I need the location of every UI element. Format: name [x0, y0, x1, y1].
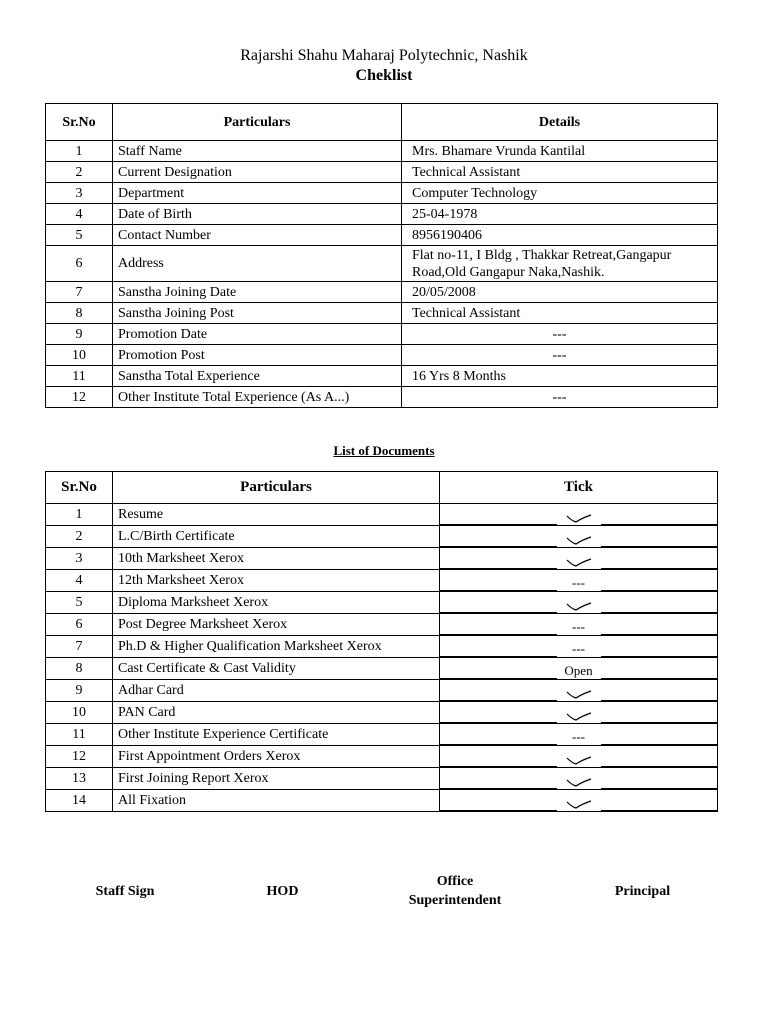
details-row: [46, 162, 718, 183]
detail-cell: Computer Technology: [402, 183, 718, 204]
documents-header-row: [46, 472, 718, 504]
particular-cell: Promotion Post: [113, 345, 402, 366]
sr-no-cell: 10: [46, 702, 113, 724]
particular-cell: Current Designation: [113, 162, 402, 183]
document-row: [46, 636, 718, 658]
document-name-cell: 12th Marksheet Xerox: [113, 570, 440, 592]
tick-cell: [440, 548, 718, 570]
principal-label: Principal: [614, 884, 671, 899]
checkmark-icon: [557, 794, 601, 811]
sr-no-cell: 7: [46, 636, 113, 658]
tick-status-text: Open: [564, 663, 593, 678]
particular-cell: Contact Number: [113, 225, 402, 246]
particular-cell: Staff Name: [113, 141, 402, 162]
detail-cell: 20/05/2008: [402, 282, 718, 303]
sr-no-cell: 2: [46, 162, 113, 183]
checkmark-icon: [557, 772, 601, 789]
checkmark-icon: [557, 552, 601, 569]
document-row: [46, 548, 718, 570]
sr-no-cell: 6: [46, 614, 113, 636]
details-row: [46, 246, 718, 282]
detail-cell: 25-04-1978: [402, 204, 718, 225]
signature-row: [45, 872, 717, 912]
document-name-cell: Resume: [113, 504, 440, 526]
document-row: [46, 658, 718, 680]
sr-no-cell: 4: [46, 570, 113, 592]
staff-details-table: [45, 103, 718, 408]
tick-cell: [440, 592, 718, 614]
document-row: [46, 570, 718, 592]
sr-no-cell: 8: [46, 303, 113, 324]
sr-no-cell: 10: [46, 345, 113, 366]
tick-cell: [440, 790, 718, 812]
particular-cell: Sanstha Joining Date: [113, 282, 402, 303]
sr-no-cell: 11: [46, 724, 113, 746]
sr-no-cell: 4: [46, 204, 113, 225]
checkmark-icon: [557, 508, 601, 525]
detail-cell: 16 Yrs 8 Months: [402, 366, 718, 387]
sr-no-cell: 1: [46, 504, 113, 526]
document-name-cell: Adhar Card: [113, 680, 440, 702]
document-row: [46, 526, 718, 548]
tick-cell: [440, 724, 718, 746]
document-row: [46, 614, 718, 636]
document-name-cell: All Fixation: [113, 790, 440, 812]
particular-cell: Sanstha Joining Post: [113, 303, 402, 324]
particular-cell: Sanstha Total Experience: [113, 366, 402, 387]
tick-cell: [440, 614, 718, 636]
detail-cell: Technical Assistant: [402, 162, 718, 183]
column-header-tick: Tick: [440, 472, 718, 504]
staff-sign-label: Staff Sign: [95, 884, 155, 899]
detail-cell: Technical Assistant: [402, 303, 718, 324]
document-name-cell: 10th Marksheet Xerox: [113, 548, 440, 570]
document-name-cell: Other Institute Experience Certificate: [113, 724, 440, 746]
document-name-cell: L.C/Birth Certificate: [113, 526, 440, 548]
document-title: Cheklist: [355, 67, 413, 84]
particular-cell: Promotion Date: [113, 324, 402, 345]
checkmark-icon: [557, 750, 601, 767]
sr-no-cell: 8: [46, 658, 113, 680]
sr-no-cell: 14: [46, 790, 113, 812]
tick-cell: [440, 636, 718, 658]
column-header-srno: Sr.No: [46, 104, 113, 141]
sr-no-cell: 6: [46, 246, 113, 282]
column-header-particulars: Particulars: [113, 104, 402, 141]
detail-cell: 8956190406: [402, 225, 718, 246]
details-row: [46, 282, 718, 303]
sr-no-cell: 5: [46, 225, 113, 246]
detail-cell: ---: [402, 324, 718, 345]
document-name-cell: First Joining Report Xerox: [113, 768, 440, 790]
column-header-particulars: Particulars: [113, 472, 440, 504]
tick-cell: [440, 658, 718, 680]
sr-no-cell: 12: [46, 746, 113, 768]
tick-cell: [440, 702, 718, 724]
sr-no-cell: 3: [46, 183, 113, 204]
details-header-row: [46, 104, 718, 141]
document-header: [0, 46, 768, 86]
sr-no-cell: 9: [46, 680, 113, 702]
tick-cell: [440, 768, 718, 790]
sr-no-cell: 11: [46, 366, 113, 387]
institute-name: Rajarshi Shahu Maharaj Polytechnic, Nashik: [240, 47, 528, 64]
document-name-cell: Post Degree Marksheet Xerox: [113, 614, 440, 636]
tick-cell: [440, 526, 718, 548]
particular-cell: Address: [113, 246, 402, 282]
column-header-details: Details: [402, 104, 718, 141]
document-row: [46, 790, 718, 812]
document-row: [46, 724, 718, 746]
checkmark-icon: [557, 706, 601, 723]
tick-cell: [440, 746, 718, 768]
details-row: [46, 366, 718, 387]
office-label-line1: Office: [436, 874, 474, 889]
details-row: [46, 204, 718, 225]
office-label-line2: Superintendent: [408, 893, 502, 908]
details-row: [46, 225, 718, 246]
document-row: [46, 592, 718, 614]
documents-table: [45, 471, 718, 812]
checkmark-icon: [557, 684, 601, 701]
checkmark-icon: [557, 596, 601, 613]
column-header-srno: Sr.No: [46, 472, 113, 504]
details-row: [46, 345, 718, 366]
tick-cell: [440, 570, 718, 592]
details-row: [46, 387, 718, 408]
tick-cell: [440, 680, 718, 702]
sr-no-cell: 3: [46, 548, 113, 570]
document-row: [46, 680, 718, 702]
particular-cell: Other Institute Total Experience (As A...): [113, 387, 402, 408]
details-row: [46, 303, 718, 324]
checkmark-icon: [557, 530, 601, 547]
document-row: [46, 746, 718, 768]
detail-cell: Flat no-11, I Bldg , Thakkar Retreat,Gangapur Road,Old Gangapur Naka,Nashik.: [402, 246, 718, 282]
sr-no-cell: 7: [46, 282, 113, 303]
document-name-cell: Cast Certificate & Cast Validity: [113, 658, 440, 680]
document-name-cell: Diploma Marksheet Xerox: [113, 592, 440, 614]
sr-no-cell: 2: [46, 526, 113, 548]
documents-heading: List of Documents: [333, 443, 435, 458]
details-row: [46, 141, 718, 162]
details-row: [46, 183, 718, 204]
detail-cell: ---: [402, 387, 718, 408]
office-superintendent-label: [395, 872, 515, 910]
tick-status-text: ---: [572, 575, 585, 590]
tick-status-text: ---: [572, 729, 585, 744]
sr-no-cell: 1: [46, 141, 113, 162]
tick-cell: [440, 504, 718, 526]
detail-cell: ---: [402, 345, 718, 366]
tick-status-text: ---: [572, 641, 585, 656]
tick-status-text: ---: [572, 619, 585, 634]
document-row: [46, 768, 718, 790]
document-name-cell: PAN Card: [113, 702, 440, 724]
sr-no-cell: 9: [46, 324, 113, 345]
document-row: [46, 702, 718, 724]
sr-no-cell: 5: [46, 592, 113, 614]
sr-no-cell: 13: [46, 768, 113, 790]
details-row: [46, 324, 718, 345]
hod-label: HOD: [266, 884, 299, 899]
detail-cell: Mrs. Bhamare Vrunda Kantilal: [402, 141, 718, 162]
sr-no-cell: 12: [46, 387, 113, 408]
document-row: [46, 504, 718, 526]
particular-cell: Date of Birth: [113, 204, 402, 225]
particular-cell: Department: [113, 183, 402, 204]
document-name-cell: First Appointment Orders Xerox: [113, 746, 440, 768]
document-name-cell: Ph.D & Higher Qualification Marksheet Xerox: [113, 636, 440, 658]
